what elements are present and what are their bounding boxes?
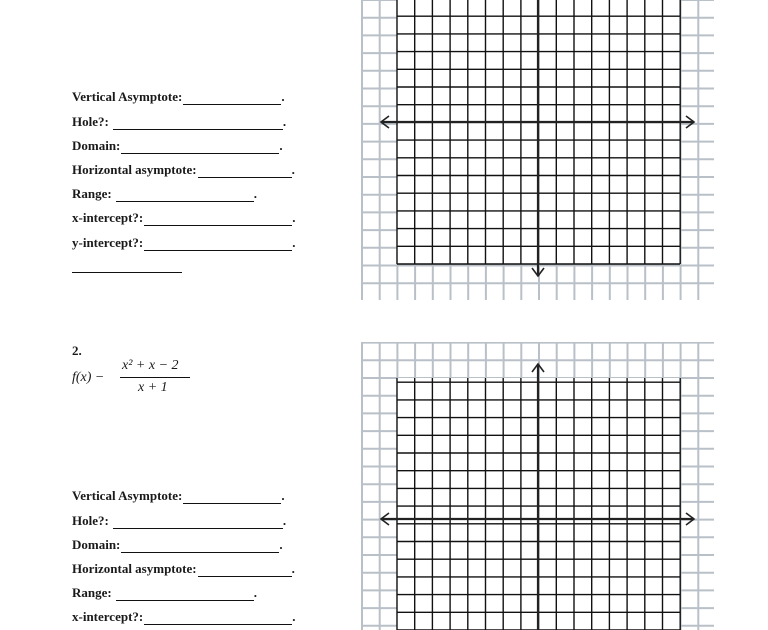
- y-intercept-field[interactable]: y-intercept?: .: [72, 235, 296, 250]
- vertical-asymptote-field[interactable]: Vertical Asymptote: .: [72, 488, 285, 503]
- graph-grid-1[interactable]: [361, 0, 714, 300]
- hole-field[interactable]: Hole?: .: [72, 513, 287, 528]
- answer-blank[interactable]: [144, 236, 292, 251]
- field-label: Vertical Asymptote:: [72, 89, 183, 104]
- answer-blank[interactable]: [113, 115, 283, 130]
- domain-field[interactable]: Domain: .: [72, 537, 283, 552]
- extra-answer-line[interactable]: [72, 272, 182, 273]
- horizontal-asymptote-field[interactable]: Horizontal asymptote: .: [72, 561, 295, 576]
- answer-blank[interactable]: [198, 562, 292, 577]
- field-label: Hole?:: [72, 513, 109, 528]
- vertical-asymptote-field[interactable]: Vertical Asymptote: .: [72, 89, 285, 104]
- answer-blank[interactable]: [121, 139, 279, 154]
- function-numerator: x² + x − 2: [122, 358, 179, 373]
- answer-blank[interactable]: [116, 187, 254, 202]
- answer-blank[interactable]: [144, 610, 292, 625]
- field-label: Vertical Asymptote:: [72, 488, 183, 503]
- answer-blank[interactable]: [144, 211, 292, 226]
- fraction-bar: [120, 377, 190, 378]
- function-denominator: x + 1: [138, 380, 168, 395]
- hole-field[interactable]: Hole?: .: [72, 114, 287, 129]
- field-label: Horizontal asymptote:: [72, 561, 197, 576]
- horizontal-asymptote-field[interactable]: Horizontal asymptote: .: [72, 162, 295, 177]
- field-label: Range:: [72, 186, 112, 201]
- grid-svg-1: [361, 0, 714, 300]
- function-lhs: f(x) −: [72, 370, 105, 385]
- range-field[interactable]: Range: .: [72, 186, 257, 201]
- field-label: Horizontal asymptote:: [72, 162, 197, 177]
- answer-blank[interactable]: [183, 90, 281, 105]
- answer-blank[interactable]: [198, 163, 292, 178]
- field-label: Range:: [72, 585, 112, 600]
- field-label: Domain:: [72, 138, 121, 153]
- answer-blank[interactable]: [121, 538, 279, 553]
- answer-blank[interactable]: [113, 514, 283, 529]
- grid-svg-2: [361, 342, 714, 630]
- field-label: Domain:: [72, 537, 121, 552]
- answer-blank[interactable]: [116, 586, 254, 601]
- field-label: x-intercept?:: [72, 210, 144, 225]
- x-intercept-field[interactable]: x-intercept?: .: [72, 609, 296, 624]
- x-intercept-field[interactable]: x-intercept?: .: [72, 210, 296, 225]
- range-field[interactable]: Range: .: [72, 585, 257, 600]
- field-label: y-intercept?:: [72, 235, 144, 250]
- field-label: Hole?:: [72, 114, 109, 129]
- graph-grid-2[interactable]: [361, 342, 714, 630]
- question-2-number: 2.: [72, 343, 82, 358]
- answer-blank[interactable]: [183, 489, 281, 504]
- domain-field[interactable]: Domain: .: [72, 138, 283, 153]
- field-label: x-intercept?:: [72, 609, 144, 624]
